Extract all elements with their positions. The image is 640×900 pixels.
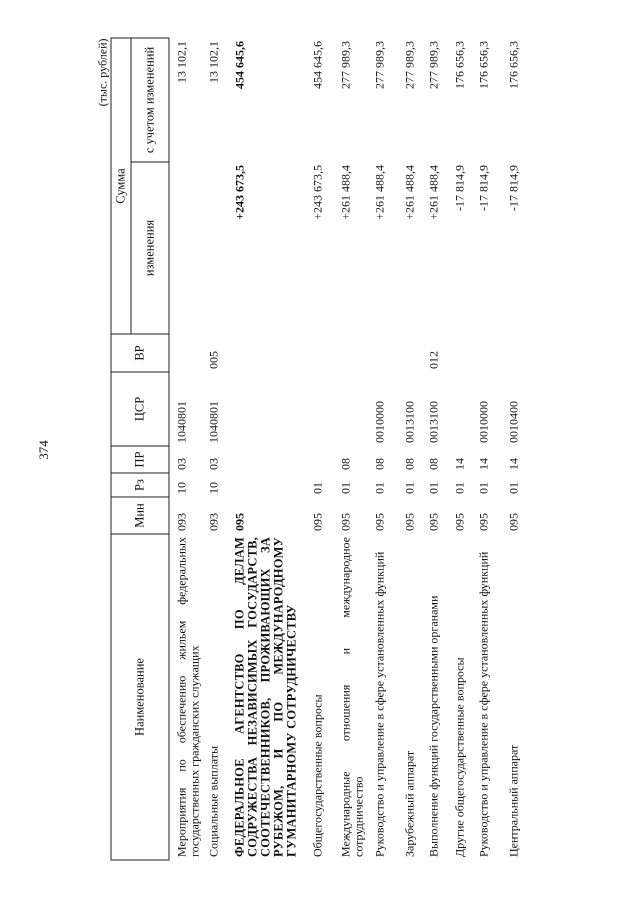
cell-pr: 03	[206, 457, 220, 470]
cell-changes	[169, 162, 202, 334]
cell-pr: 14	[452, 457, 466, 470]
cell-with-changes: 277 989,3	[338, 40, 352, 89]
cell-changes: +243 673,5	[310, 164, 324, 220]
cell-changes: +261 488,4	[372, 164, 386, 220]
cell-with-changes: 454 645,6	[232, 40, 246, 89]
cell-with-changes: 454 645,6	[310, 40, 324, 89]
cell-name: Мероприятия по обеспечению жильем федеральных государственных гражданских служащих	[174, 536, 201, 857]
table-row	[501, 38, 525, 860]
cell-csr: 1040801	[206, 400, 220, 443]
cell-name: Руководство и управление в сфере установленных функций	[476, 551, 490, 857]
cell-with-changes: 176 656,3	[452, 40, 466, 89]
cell-min: 095	[310, 512, 324, 531]
cell-name: Другие общегосударственные вопросы	[452, 656, 466, 857]
table-row	[471, 38, 501, 860]
cell-min: 095	[426, 512, 440, 531]
header-pr: ПР	[111, 446, 169, 473]
header-name: Наименование	[111, 534, 169, 860]
header-with-changes: с учетом изменений	[131, 38, 169, 162]
cell-pr: 03	[174, 457, 188, 470]
cell-min: 093	[206, 512, 220, 531]
cell-with-changes: 176 656,3	[476, 40, 490, 89]
table-row	[305, 38, 333, 860]
cell-vr: 005	[206, 350, 220, 369]
cell-changes	[201, 162, 227, 334]
units-label: (тыс. рублей)	[95, 38, 109, 106]
cell-with-changes: 277 989,3	[402, 40, 416, 89]
cell-changes: +261 488,4	[402, 164, 416, 220]
table-row	[169, 38, 202, 860]
cell-vr	[227, 334, 305, 372]
cell-rz: 01	[506, 481, 520, 494]
cell-with-changes: 13 102,1	[206, 40, 220, 83]
cell-min: 095	[476, 512, 490, 531]
cell-vr	[471, 334, 501, 372]
cell-changes: -17 814,9	[476, 164, 490, 211]
cell-pr: 08	[372, 457, 386, 470]
cell-rz: 10	[206, 481, 220, 494]
table-row	[397, 38, 421, 860]
header-rz: Рз	[111, 473, 169, 497]
table-row	[447, 38, 471, 860]
cell-changes: +243 673,5	[232, 164, 246, 220]
table-row	[421, 38, 447, 860]
cell-with-changes: 13 102,1	[174, 40, 188, 83]
table-row	[227, 38, 305, 860]
cell-vr	[333, 334, 367, 372]
cell-name: Выполнение функций государственными органами	[426, 595, 440, 857]
table-row	[367, 38, 397, 860]
cell-changes: -17 814,9	[452, 164, 466, 211]
cell-vr	[397, 334, 421, 372]
cell-min: 093	[174, 512, 188, 531]
cell-pr: 14	[506, 457, 520, 470]
cell-with-changes: 277 989,3	[426, 40, 440, 89]
cell-csr: 0013100	[426, 400, 440, 443]
header-sum: Сумма	[111, 38, 131, 334]
cell-min: 095	[452, 512, 466, 531]
cell-with-changes: 176 656,3	[506, 40, 520, 89]
cell-vr: 012	[426, 350, 440, 369]
cell-csr	[227, 372, 305, 446]
table-row	[201, 38, 227, 860]
cell-csr	[305, 372, 333, 446]
cell-rz: 01	[476, 481, 490, 494]
cell-csr: 0010000	[476, 400, 490, 443]
cell-csr: 1040801	[174, 400, 188, 443]
table-row	[333, 38, 367, 860]
cell-name: Международные отношения и международное сотрудничество	[338, 536, 365, 857]
header-csr: ЦСР	[111, 372, 169, 446]
cell-rz: 01	[372, 481, 386, 494]
cell-min: 095	[402, 512, 416, 531]
cell-pr	[227, 446, 305, 473]
cell-csr: 0010400	[506, 400, 520, 443]
cell-name: Центральный аппарат	[506, 744, 520, 857]
cell-rz: 01	[310, 481, 324, 494]
cell-pr	[305, 446, 333, 473]
cell-name: Зарубежный аппарат	[402, 750, 416, 857]
cell-name: ФЕДЕРАЛЬНОЕ АГЕНТСТВО ПО ДЕЛАМ СОДРУЖЕСТВА НЕЗАВИСИМЫХ ГОСУДАРСТВ, СООТЕЧЕСТВЕННИКОВ, ПРОЖИВАЮЩИХ ЗА РУБЕЖОМ, И ПО МЕЖДУНАРОДНОМУ ГУМАНИТАРНОМУ СОТРУДНИЧЕСТВУ	[232, 536, 298, 857]
cell-csr: 0013100	[402, 400, 416, 443]
cell-csr	[447, 372, 471, 446]
cell-pr: 08	[426, 457, 440, 470]
cell-min: 095	[338, 512, 352, 531]
cell-min: 095	[232, 512, 246, 531]
cell-vr	[501, 334, 525, 372]
cell-csr: 0010000	[372, 400, 386, 443]
cell-changes: +261 488,4	[338, 164, 352, 220]
cell-name: Социальные выплаты	[206, 745, 220, 857]
cell-rz	[227, 473, 305, 497]
page-number: 374	[36, 440, 51, 460]
cell-rz: 01	[426, 481, 440, 494]
cell-min: 095	[372, 512, 386, 531]
cell-vr	[367, 334, 397, 372]
cell-rz: 01	[452, 481, 466, 494]
cell-name: Руководство и управление в сфере установленных функций	[372, 551, 386, 857]
cell-min: 095	[506, 512, 520, 531]
cell-pr: 08	[338, 457, 352, 470]
cell-csr	[333, 372, 367, 446]
cell-name: Общегосударственные вопросы	[310, 693, 324, 857]
cell-pr: 08	[402, 457, 416, 470]
header-min: Мин	[111, 497, 169, 534]
cell-changes: -17 814,9	[506, 164, 520, 211]
cell-vr	[447, 334, 471, 372]
cell-pr: 14	[476, 457, 490, 470]
cell-vr	[305, 334, 333, 372]
budget-table-page	[95, 38, 610, 860]
cell-vr	[169, 334, 202, 372]
cell-rz: 01	[338, 481, 352, 494]
header-changes: изменения	[131, 162, 169, 334]
budget-table	[110, 37, 525, 860]
cell-rz: 10	[174, 481, 188, 494]
cell-changes: +261 488,4	[426, 164, 440, 220]
header-vr: ВР	[111, 334, 169, 372]
cell-with-changes: 277 989,3	[372, 40, 386, 89]
cell-rz: 01	[402, 481, 416, 494]
